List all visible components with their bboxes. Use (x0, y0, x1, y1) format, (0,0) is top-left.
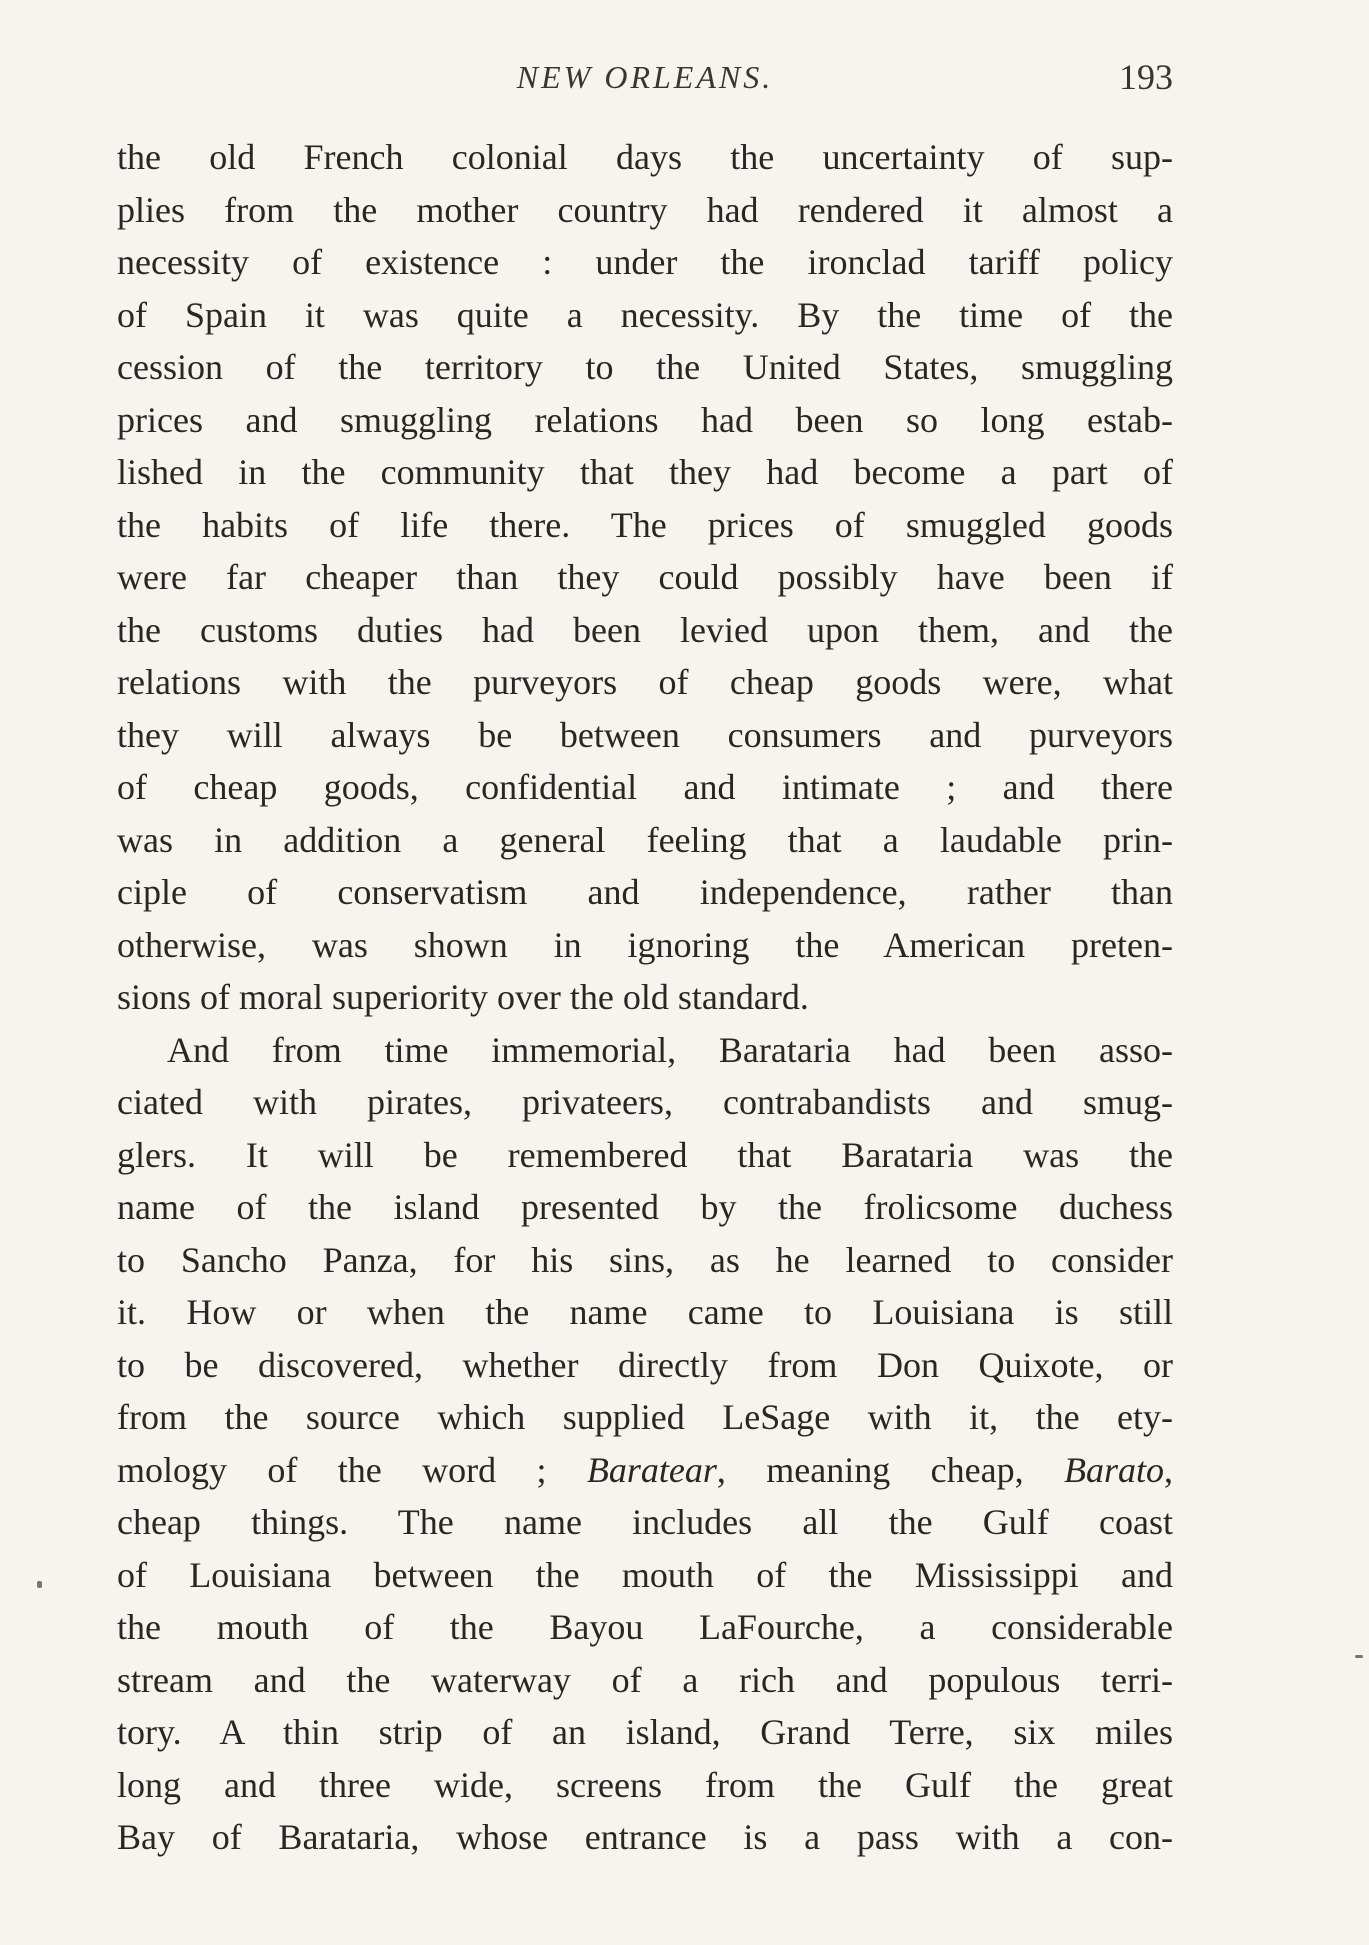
paragraph-2 (117, 1024, 1173, 1864)
text-line: glers. It will be remembered that Barataria was the (117, 1134, 1173, 1175)
italic-term: Barato (1063, 1449, 1164, 1490)
text-line: sions of moral superiority over the old standard. (117, 977, 809, 1017)
text-line: stream and the waterway of a rich and populous terri- (117, 1659, 1173, 1700)
text-line: to be discovered, whether directly from Don Quixote, or (117, 1344, 1173, 1385)
text-line: of cheap goods, confidential and intimate ; and there (117, 767, 1173, 807)
italic-term: Baratear (586, 1449, 717, 1490)
text-line: of Spain it was quite a necessity. By the time of the (117, 294, 1173, 335)
text-line: of Louisiana between the mouth of the Mississippi and (117, 1554, 1173, 1595)
text-line: cheap things. The name includes all the Gulf coast (117, 1502, 1173, 1542)
text-line: the mouth of the Bayou LaFourche, a considerable (117, 1607, 1173, 1647)
running-head (117, 52, 1173, 102)
text-fragment: mology of the word ; (117, 1449, 587, 1490)
text-line: long and three wide, screens from the Gulf the great (117, 1764, 1173, 1805)
text-fragment: , (1163, 1449, 1173, 1490)
text-line: And from time immemorial, Barataria had been asso- (167, 1029, 1173, 1070)
text-line: they will always be between consumers and purveyors (117, 714, 1173, 755)
paragraph-1 (117, 131, 1173, 1024)
text-line: plies from the mother country had rendered it almost a (117, 189, 1173, 230)
text-line: the old French colonial days the uncertainty of sup- (117, 137, 1173, 177)
text-line: ciple of conservatism and independence, rather than (117, 872, 1173, 912)
page-number: 193 (1119, 57, 1173, 97)
text-line: lished in the community that they had become a part of (117, 452, 1173, 492)
text-line: from the source which supplied LeSage with it, the ety- (117, 1397, 1173, 1437)
text-line: to Sancho Panza, for his sins, as he learned to consider (117, 1239, 1173, 1280)
text-fragment: , meaning cheap, (716, 1449, 1064, 1490)
text-line: tory. A thin strip of an island, Grand Terre, six miles (117, 1712, 1173, 1752)
text-line: ciated with pirates, privateers, contrabandists and smug- (117, 1082, 1173, 1122)
text-line: relations with the purveyors of cheap goods were, what (117, 662, 1173, 702)
text-line: the habits of life there. The prices of smuggled goods (117, 504, 1173, 545)
text-line: necessity of existence : under the ironclad tariff policy (117, 242, 1173, 282)
text-line: was in addition a general feeling that a laudable prin- (117, 819, 1173, 860)
running-title: NEW ORLEANS. (516, 59, 774, 95)
body-text (117, 131, 1173, 1864)
text-line: name of the island presented by the frolicsome duchess (117, 1187, 1173, 1227)
text-line: otherwise, was shown in ignoring the American preten- (117, 924, 1173, 965)
text-line: it. How or when the name came to Louisiana is still (117, 1292, 1173, 1332)
paper-speck (37, 1581, 42, 1588)
text-line: Bay of Barataria, whose entrance is a pass with a con- (117, 1817, 1173, 1857)
paper-speck (1355, 1655, 1363, 1658)
text-line: were far cheaper than they could possibly have been if (117, 557, 1173, 597)
text-line: prices and smuggling relations had been so long estab- (117, 399, 1173, 440)
text-line-with-italics (117, 1444, 1173, 1497)
text-line: the customs duties had been levied upon them, and the (117, 609, 1173, 650)
text-line: cession of the territory to the United States, smuggling (117, 347, 1173, 387)
